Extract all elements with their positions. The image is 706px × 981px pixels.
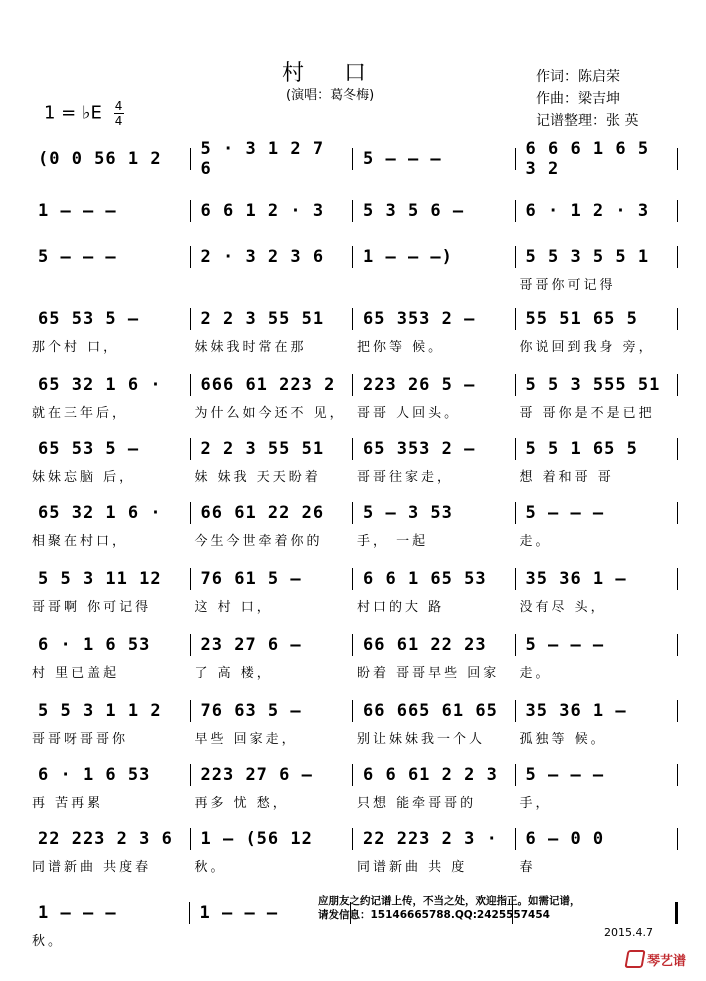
- lyrics-line: [28, 274, 678, 293]
- lyric-text: [353, 274, 516, 293]
- bar-line: [677, 568, 678, 590]
- measure: 76 63 5 —: [200, 701, 302, 721]
- measure: 1 — — —): [363, 247, 453, 267]
- key-label: 1 = ♭E: [44, 102, 102, 124]
- measure: 66 61 22 26: [200, 503, 325, 523]
- bar-line: [677, 308, 678, 330]
- notes-line: [28, 372, 678, 398]
- lyric-text: [516, 930, 679, 949]
- lyric-text: 把你等 候。: [357, 340, 445, 355]
- measure: 223 26 5 —: [363, 375, 476, 395]
- time-top: 4: [114, 99, 123, 113]
- lyric-text: [28, 274, 191, 293]
- lyrics-line: [28, 792, 678, 811]
- notes-line: [28, 826, 678, 852]
- lyrics-line: [28, 402, 678, 421]
- measure: 22 223 2 3 ·: [363, 829, 498, 849]
- lyric-text: 孤独等 候。: [519, 732, 607, 747]
- measure: 1 — — —: [38, 201, 117, 221]
- measure: 23 27 6 —: [200, 635, 302, 655]
- lyric-text: 今生今世牵着你的: [194, 534, 323, 549]
- lyric-text: 手， 一起: [357, 534, 429, 549]
- lyric-text: 走。: [519, 666, 552, 681]
- song-title: 村口: [282, 61, 407, 86]
- key-signature: [44, 100, 124, 127]
- credits-block: [536, 66, 638, 132]
- lyric-text: 秋。: [194, 860, 227, 875]
- final-bar-line: [675, 902, 678, 924]
- notes-line: [28, 198, 678, 224]
- lyric-text: 村 里已盖起: [32, 666, 120, 681]
- lyric-text: 早些 回家走，: [194, 732, 298, 747]
- notes-line: [28, 632, 678, 658]
- lyric-text: 盼着 哥哥早些 回家: [357, 666, 500, 681]
- measure: 5 5 1 65 5: [525, 439, 638, 459]
- measure: 76 61 5 —: [200, 569, 302, 589]
- notes-line: [28, 762, 678, 788]
- lyrics-line: [28, 530, 678, 549]
- lyric-text: 为什么如今还不 见，: [194, 406, 346, 421]
- lyrics-line: [28, 728, 678, 747]
- measure: 1 — (56 12: [200, 829, 313, 849]
- measure: 65 32 1 6 ·: [38, 503, 162, 523]
- bar-line: [677, 502, 678, 524]
- lyric-text: 走。: [519, 534, 552, 549]
- bar-line: [677, 374, 678, 396]
- measure: 1 — — —: [199, 903, 279, 923]
- measure: 6 6 6 1 6 5 3 2: [525, 139, 650, 179]
- lyric-text: 想 着和哥 哥: [519, 470, 614, 485]
- lyric-text: 手，: [519, 796, 552, 811]
- measure: 5 5 3 11 12: [38, 569, 162, 589]
- measure: 65 32 1 6 ·: [38, 375, 162, 395]
- measure: 65 353 2 —: [363, 309, 476, 329]
- measure: 5 — — —: [38, 247, 117, 267]
- notes-line: [28, 244, 678, 270]
- measure: 6 · 1 2 · 3: [525, 201, 650, 221]
- bar-line: [677, 438, 678, 460]
- measure: 5 5 3 555 51: [525, 375, 661, 395]
- measure: 35 36 1 —: [525, 569, 627, 589]
- lyric-text: 妹妹忘脑 后，: [32, 470, 136, 485]
- lyric-text: 秋。: [32, 934, 65, 949]
- measure: 2 · 3 2 3 6: [200, 247, 325, 267]
- measure: 5 5 3 5 5 1: [525, 247, 650, 267]
- lyric-text: [191, 930, 354, 949]
- bar-line: [677, 246, 678, 268]
- singer-credit: (演唱：葛冬梅): [286, 88, 375, 103]
- lyric-text: 这 村 口，: [194, 600, 273, 615]
- lyric-text: 再 苦再累: [32, 796, 104, 811]
- measure: 6 6 61 2 2 3: [363, 765, 498, 785]
- lyric-text: [353, 930, 516, 949]
- lyrics-line: [28, 930, 678, 949]
- measure: 5 · 3 1 2 7 6: [200, 139, 325, 179]
- lyric-text: 同谱新曲 共度春: [32, 860, 152, 875]
- measure: 65 53 5 —: [38, 309, 140, 329]
- lyric-text: 那个村 口，: [32, 340, 120, 355]
- measure: 666 61 223 2: [200, 375, 336, 395]
- notes-line: [28, 698, 678, 724]
- measure: 5 — — —: [525, 765, 605, 785]
- lyric-text: 再多 忧 愁，: [194, 796, 289, 811]
- notes-line: [28, 500, 678, 526]
- measure: 6 — 0 0: [525, 829, 605, 849]
- measure: 5 — — —: [525, 635, 605, 655]
- bar-line: [677, 828, 678, 850]
- measure: 5 — — —: [525, 503, 605, 523]
- logo-text: 琴艺谱: [647, 954, 687, 969]
- notes-line: [28, 139, 678, 179]
- measure: 6 · 1 6 53: [38, 765, 151, 785]
- transcriber-credit: 记谱整理：张 英: [536, 113, 639, 129]
- bar-line: [677, 764, 678, 786]
- measure: 5 5 3 1 1 2: [38, 701, 162, 721]
- footer-note: [318, 894, 581, 922]
- measure: 66 61 22 23: [363, 635, 487, 655]
- logo-icon: [624, 950, 645, 968]
- lyric-text: 你说回到我身 旁，: [519, 340, 655, 355]
- measure: 65 53 5 —: [38, 439, 140, 459]
- lyrics-line: [28, 662, 678, 681]
- lyric-text: 村口的大 路: [357, 600, 445, 615]
- lyric-text: 哥哥 人回头。: [357, 406, 461, 421]
- lyrics-line: [28, 596, 678, 615]
- lyric-text: 没有尽 头，: [519, 600, 607, 615]
- measure: 5 3 5 6 —: [363, 201, 465, 221]
- lyric-text: 别让妹妹我一个人: [357, 732, 486, 747]
- measure: 6 6 1 2 · 3: [200, 201, 325, 221]
- measure: 5 — 3 53: [363, 503, 453, 523]
- lyric-text: 同谱新曲 共 度: [357, 860, 468, 875]
- notes-line: [28, 566, 678, 592]
- lyrics-line: [28, 336, 678, 355]
- bar-line: [677, 634, 678, 656]
- measure: (0 0 56 1 2: [38, 149, 162, 169]
- lyricist-credit: 作词：陈启荣: [536, 69, 620, 85]
- lyric-text: 只想 能牵哥哥的: [357, 796, 477, 811]
- notes-line: [28, 306, 678, 332]
- measure: 6 6 1 65 53: [363, 569, 487, 589]
- lyrics-line: [28, 466, 678, 485]
- time-signature: [114, 100, 124, 127]
- measure: 55 51 65 5: [525, 309, 638, 329]
- measure: 6 · 1 6 53: [38, 635, 151, 655]
- composer-credit: 作曲：梁吉坤: [536, 91, 620, 107]
- lyric-text: 哥哥往家走，: [357, 470, 454, 485]
- lyrics-line: [28, 856, 678, 875]
- lyric-text: 哥哥啊 你可记得: [32, 600, 152, 615]
- lyric-text: 哥哥你可记得: [519, 278, 616, 293]
- lyric-text: 妹 妹我 天天盼着: [194, 470, 321, 485]
- bar-line: [677, 200, 678, 222]
- bar-line: [677, 148, 678, 170]
- measure: 2 2 3 55 51: [200, 309, 325, 329]
- measure: 66 665 61 65: [363, 701, 498, 721]
- lyric-text: 就在三年后，: [32, 406, 129, 421]
- measure: 22 223 2 3 6: [38, 829, 173, 849]
- measure: 5 — — —: [363, 149, 442, 169]
- bar-line: [677, 700, 678, 722]
- lyric-text: 相聚在村口，: [32, 534, 129, 549]
- date: 2015.4.7: [604, 926, 653, 939]
- time-bottom: 4: [114, 114, 123, 128]
- lyric-text: 春: [519, 860, 536, 875]
- notes-line: [28, 436, 678, 462]
- lyric-text: 了 高 楼，: [194, 666, 273, 681]
- measure: 2 2 3 55 51: [200, 439, 325, 459]
- measure: 223 27 6 —: [200, 765, 313, 785]
- lyric-text: 哥哥呀哥哥你: [32, 732, 129, 747]
- footer-note-line2: 请发信息：15146665788.QQ:2425557454: [318, 909, 550, 921]
- site-logo[interactable]: [626, 950, 686, 969]
- lyric-text: 哥 哥你是不是已把: [519, 406, 655, 421]
- footer-note-line1: 应朋友之约记谱上传，不当之处，欢迎指正。如需记谱，: [318, 895, 581, 907]
- lyric-text: 妹妹我时常在那: [194, 340, 307, 355]
- measure: 65 353 2 —: [363, 439, 476, 459]
- lyric-text: [191, 274, 354, 293]
- measure: 35 36 1 —: [525, 701, 627, 721]
- measure: 1 — — —: [38, 903, 117, 923]
